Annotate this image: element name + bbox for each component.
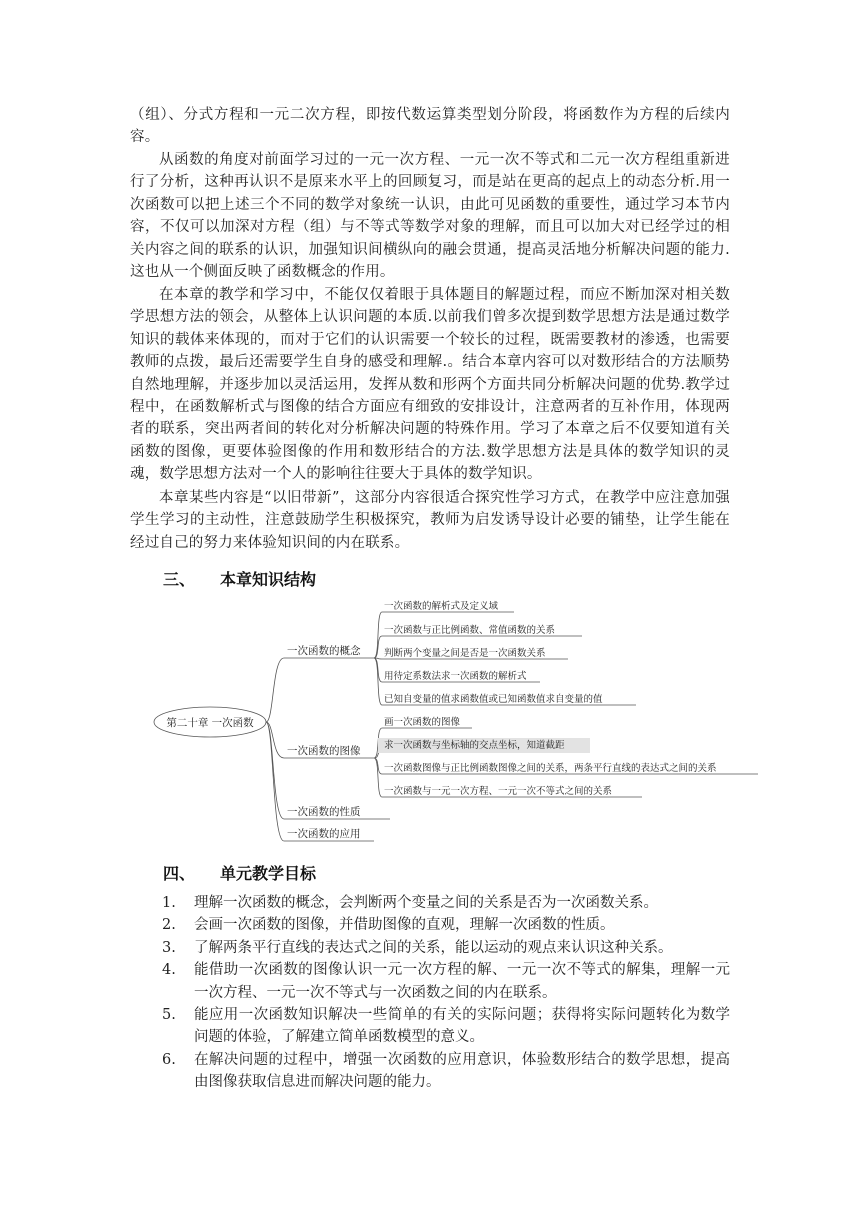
section-heading-knowledge-structure [163,567,316,590]
branch-label-application: 一次函数的应用 [287,828,361,840]
leaf-concept-undetermined-coefficient: 用待定系数法求一次函数的解析式 [384,671,527,682]
connector-root-application [266,722,284,841]
connector-root-concept [266,658,284,722]
goal-number: 5. [162,1007,176,1024]
teaching-goals-list [130,892,730,1094]
leaf-graph-parallel: 一次函数图像与正比例函数图像之间的关系，两条平行直线的表达式之间的关系 [384,763,717,774]
paragraph-teaching-method: 在本章的教学和学习中，不能仅仅着眼于具体题目的解题过程，而应不断加深对相关数学思想方法的领会，从整体上认识问题的本质.以前我们曾多次提到数学思想方法是通过数学知识的载体来体现的，而对于它们的认识需要一个较长的过程，既需要教材的渗透，也需要教师的点拨，最后还需要学生自身的感受和理解.。结合本章内容可以对数形结合的方法顺势自然地理解，并逐步加以灵活运用，发挥从数和形两个方面共同分析解决问题的优势.教学过程中，在函数解析式与图像的结合方面应有细致的安排设计，注意两者的互补作用，体现两者的联系，突出两者间的转化对分析解决问题的特殊作用。学习了本章之后不仅要知道有关函数的图像，更要体验图像的作用和数形结合的方法.数学思想方法是具体的数学知识的灵魂，数学思想方法对一个人的影响往往要大于具体的数学知识。 [130,287,730,483]
goal-text: 会画一次函数的图像，并借助图像的直观，理解一次函数的性质。 [194,917,615,934]
knowledge-structure-mindmap [150,596,770,846]
goal-number: 4. [162,962,176,979]
goal-item [130,1049,730,1094]
leaf-concept-evaluate: 已知自变量的值求函数值或已知函数值求自变量的值 [384,694,603,705]
branch-label-graph: 一次函数的图像 [287,745,361,757]
goal-text: 理解一次函数的概念，会判断两个变量之间的关系是否为一次函数关系。 [194,895,658,911]
paragraph-function-perspective: 从函数的角度对前面学习过的一元一次方程、一元一次不等式和二元一次方程组重新进行了分析，这种再认识不是原来水平上的回顾复习，而是站在更高的起点上的动态分析.用一次函数可以把上述三个不同的数学对象统一认识，由此可见函数的重要性，通过学习本节内容，不仅可以加深对方程（组）与不等式等数学对象的理解，而且可以加大对已经学过的相关内容之间的联系的认识，加强知识间横纵向的融会贯通，提高灵活地分析解决问题的能力.这也从一个侧面反映了函数概念的作用。 [130,152,730,281]
branch-label-concept: 一次函数的概念 [287,645,361,657]
goal-item [130,1004,730,1049]
goal-number: 2. [162,917,176,934]
goal-text: 能借助一次函数的图像认识一元一次方程的解、一元一次不等式的解集，理解一元一次方程、一元一次不等式与一次函数之间的内在联系。 [194,962,730,1001]
section-number: 三、 [163,570,196,589]
section-number: 四、 [163,864,196,883]
leaf-concept-relation: 一次函数与正比例函数、常值函数的关系 [384,625,556,636]
leaf-concept-definition: 一次函数的解析式及定义域 [384,601,499,612]
goal-item [130,959,730,1004]
branch-label-property: 一次函数的性质 [287,806,361,818]
goal-number: 1. [162,895,176,911]
leaf-graph-intercept: 求一次函数与坐标轴的交点坐标，知道截距 [384,740,565,751]
leaf-concept-judge: 判断两个变量之间是否是一次函数关系 [384,648,546,659]
goal-number: 6. [162,1051,176,1068]
goal-text: 在解决问题的过程中，增强一次函数的应用意识，体验数形结合的数学思想，提高由图像获取信息进而解决问题的能力。 [194,1051,730,1091]
goal-item [130,892,730,914]
leaf-graph-draw: 画一次函数的图像 [384,717,461,728]
goal-item [130,937,730,959]
paragraph-intro-continuation: （组）、分式方程和一元二次方程，即按代数运算类型划分阶段，将函数作为方程的后续内容。 [130,107,730,146]
goal-text: 了解两条平行直线的表达式之间的关系，能以运动的观点来认识这种关系。 [194,939,673,956]
section-heading-teaching-goals [163,861,316,884]
goal-item [130,914,730,936]
section-title: 本章知识结构 [220,570,317,589]
section-title: 单元教学目标 [220,864,317,883]
goal-number: 3. [162,939,176,956]
mindmap-root-label: 第二十章 一次函数 [166,717,254,729]
leaf-graph-equation-inequality: 一次函数与一元一次方程、一元一次不等式之间的关系 [384,786,613,797]
paragraph-inquiry-learning: 本章某些内容是“以旧带新”，这部分内容很适合探究性学习方式，在教学中应注意加强学生学习的主动性，注意鼓励学生积极探究，教师为启发诱导设计必要的铺垫，让学生能在经过自己的努力来体验知识间的内在联系。 [130,490,730,551]
goal-text: 能应用一次函数知识解决一些简单的有关的实际问题；获得将实际问题转化为数学问题的体验，了解建立简单函数模型的意义。 [194,1007,730,1046]
